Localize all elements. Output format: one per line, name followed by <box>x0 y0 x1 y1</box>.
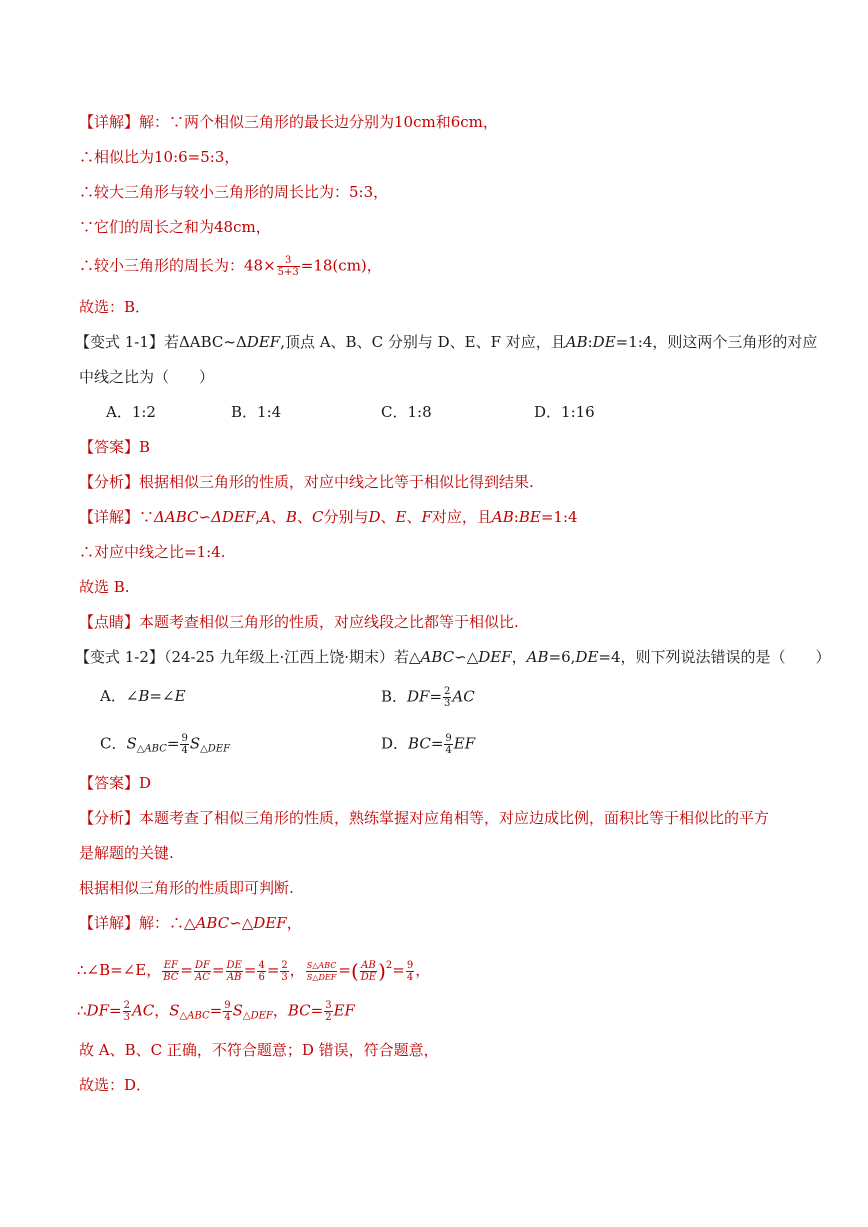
question-1-1-stem: 【变式 1-1】若ΔABC~ΔDEF,顶点 A、B、C 分别与 D、E、F 对应，且AB:DE=1:4，则这两个三角形的对应 <box>75 333 818 351</box>
detail-line-3: 故选 B. <box>79 578 130 596</box>
fraction: $\frac{9}{4}$ <box>181 733 188 756</box>
option-d: D．BC= $\frac{9}{4}$ EF <box>381 733 476 756</box>
detail-line-2: ∴相似比为10:6=5:3， <box>79 148 240 166</box>
fraction: $\frac{3}{2}$ <box>325 1000 332 1023</box>
fraction: $\frac{2}{3}$ <box>281 959 288 983</box>
detail-line-4: ∵它们的周长之和为48cm， <box>79 218 271 236</box>
detail-equation-1: ∴∠B=∠E， $\frac{EF}{BC}$ = $\frac{DF}{AC}$ = $\frac{DE}{AB}$ = $\frac{4}{6}$ = $\frac{2}{3}$ ， $\frac{\text{S△ABC}}{\text{S△DEF}}$ =( $\frac{AB}{DE}$ )$^2$= $\frac{9}{4}$ ， <box>77 959 431 983</box>
fraction: $\frac{2}{3}$ <box>123 1000 130 1023</box>
detail-line-3: ∴较大三角形与较小三角形的周长比为：5:3， <box>79 183 389 201</box>
question-1-1-stem-line-2: 中线之比为（ ） <box>79 368 215 386</box>
detail-line-1: 【详解】解：∵两个相似三角形的最长边分别为10cm和6cm， <box>79 113 498 131</box>
fraction: $\frac{3}{5+3}$ <box>277 255 299 278</box>
option-d: D．1:16 <box>534 403 595 421</box>
detail-line-2: ∴对应中线之比=1:4. <box>79 543 226 561</box>
fraction: $\frac{9}{4}$ <box>406 959 414 983</box>
comment-line: 【点睛】本题考查相似三角形的性质，对应线段之比都等于相似比. <box>79 613 519 631</box>
fraction: $\frac{4}{6}$ <box>258 959 265 983</box>
answer-line: 【答案】B <box>79 438 151 456</box>
fraction: $\frac{\text{S△ABC}}{\text{S△DEF}}$ <box>306 960 337 982</box>
question-1-2-stem: 【变式 1-2】（24-25 九年级上·江西上饶·期末）若△ABC∽△DEF，AB=6,DE=4，则下列说法错误的是（ ） <box>75 648 831 666</box>
fraction: $\frac{9}{4}$ <box>445 733 452 756</box>
fraction: $\frac{EF}{BC}$ <box>163 959 179 983</box>
final-answer-line: 故选：D． <box>79 1076 152 1094</box>
detail-equation-2: ∴DF= $\frac{2}{3}$ AC，$S_{\triangle ABC}=$ $\frac{9}{4}$ $S_{\triangle DEF}$，BC= $\frac{3}{2}$ EF <box>77 1000 355 1023</box>
option-c: C．$S_{\triangle ABC}=$ $\frac{9}{4}$ $S_{\triangle DEF}$ <box>100 733 231 756</box>
detail-line-5: ∴较小三角形的周长为：48× $\frac{3}{5+3}$ =18(cm)， <box>79 255 382 278</box>
fraction: $\frac{9}{4}$ <box>224 1000 231 1023</box>
option-b: B．DF= $\frac{2}{3}$ AC <box>381 686 475 709</box>
detail-line: 【详解】∵ΔABC∽ΔDEF,A、B、C分别与D、E、F对应，且AB:BE=1:4 <box>79 508 578 526</box>
conclusion-line: 故 A、B、C 正确，不符合题意；D 错误，符合题意， <box>79 1041 439 1059</box>
option-a: A．1:2 <box>106 403 156 421</box>
analysis-line: 【分析】根据相似三角形的性质，对应中线之比等于相似比得到结果. <box>79 473 534 491</box>
fraction: $\frac{DF}{AC}$ <box>195 959 210 983</box>
analysis-line-1: 【分析】本题考查了相似三角形的性质，熟练掌握对应角相等，对应边成比例，面积比等于相似比的平方 <box>79 809 770 827</box>
analysis-line-2: 是解题的关键. <box>79 844 174 862</box>
detail-line-6: 故选：B． <box>79 298 151 316</box>
fraction: $\frac{AB}{DE}$ <box>360 959 377 983</box>
option-a: A．∠B=∠E <box>100 687 186 705</box>
analysis-line-3: 根据相似三角形的性质即可判断. <box>79 879 294 897</box>
fraction: $\frac{DE}{AB}$ <box>226 959 242 983</box>
detail-line-1: 【详解】解：∴△ABC∽△DEF， <box>79 914 302 932</box>
option-c: C．1:8 <box>381 403 432 421</box>
fraction: $\frac{2}{3}$ <box>444 686 451 709</box>
answer-line: 【答案】D <box>79 774 152 792</box>
option-b: B．1:4 <box>231 403 282 421</box>
